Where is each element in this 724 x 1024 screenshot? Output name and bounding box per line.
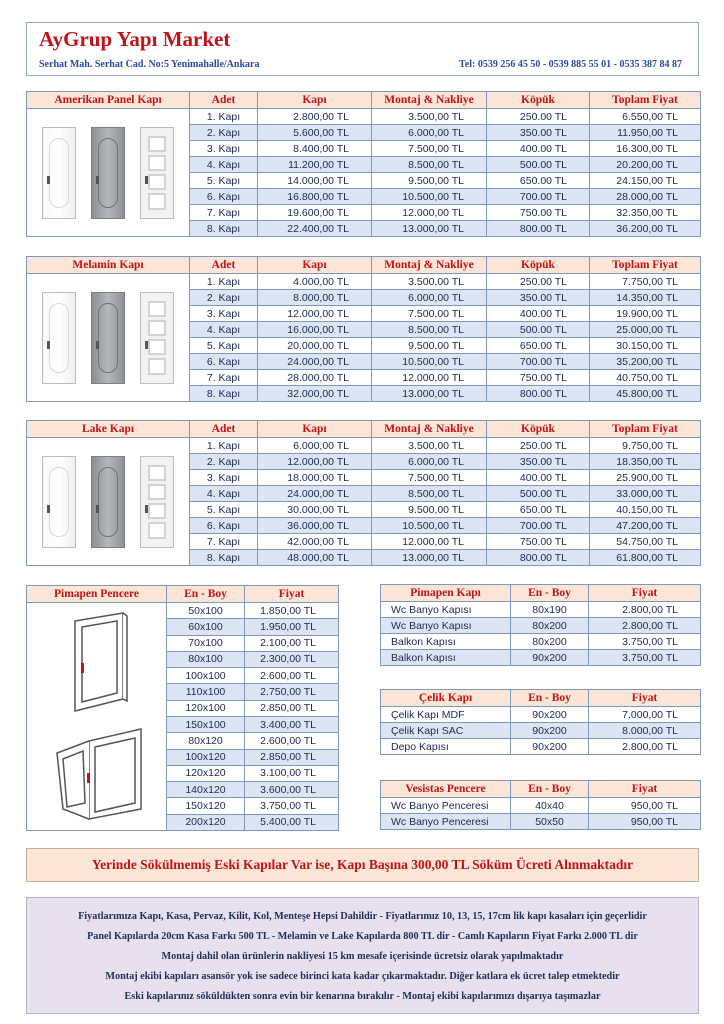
table-cell: 30.000,00 TL [258,502,372,518]
table-cell: 36.000,00 TL [258,518,372,534]
table-cell: 18.350,00 TL [590,454,701,470]
side-price-table [380,689,701,755]
table-row [27,603,339,619]
table-cell: Wc Banyo Penceresi [381,798,511,814]
table-cell: 120x120 [167,765,245,781]
table-row [381,602,701,618]
column-header: En - Boy [511,585,589,602]
table-cell: 8.500,00 TL [372,322,487,338]
window-price-table [26,585,339,831]
table-cell: 500.00 TL [487,486,590,502]
table-cell: 40.150,00 TL [590,502,701,518]
column-header: Kapı [258,92,372,109]
table-cell: 250.00 TL [487,274,590,290]
table-cell: 80x120 [167,733,245,749]
table-cell: 3. Kapı [190,470,258,486]
table-cell: 250.00 TL [487,109,590,125]
table-cell: 8. Kapı [190,386,258,402]
door-type-title: Melamin Kapı [27,257,190,274]
table-cell: 8.500,00 TL [372,486,487,502]
table-cell: 32.350,00 TL [590,205,701,221]
column-header: En - Boy [167,586,245,603]
table-cell: 80x100 [167,651,245,667]
table-cell: 1.850,00 TL [245,603,339,619]
phone-numbers: Tel: 0539 256 45 50 - 0539 885 55 01 - 0535 387 84 87 [459,59,682,70]
table-header-row [27,92,701,109]
table-cell: 800.00 TL [487,386,590,402]
table-cell: 13.000,00 TL [372,550,487,566]
table-cell: 12.000,00 TL [258,454,372,470]
table-cell: 250.00 TL [487,438,590,454]
column-header: Adet [190,421,258,438]
table-cell: 8.400,00 TL [258,141,372,157]
door-price-table [26,420,701,566]
table-cell: 3.500,00 TL [372,438,487,454]
glass-pane [148,465,166,481]
table-cell: 800.00 TL [487,550,590,566]
product-type-title: Pimapen Kapı [381,585,511,602]
table-cell: 1. Kapı [190,438,258,454]
table-cell: 2.300,00 TL [245,651,339,667]
column-header: Montaj & Nakliye [372,257,487,274]
table-cell: 400.00 TL [487,306,590,322]
table-cell: 90x200 [511,739,589,755]
table-cell: 40.750,00 TL [590,370,701,386]
table-row [27,274,701,290]
table-header-row [381,690,701,707]
table-cell: 8. Kapı [190,550,258,566]
column-header: Köpük [487,92,590,109]
table-cell: 3.750,00 TL [589,650,701,666]
table-cell: 22.400,00 TL [258,221,372,237]
column-header: Köpük [487,257,590,274]
table-cell: 2.600,00 TL [245,668,339,684]
table-cell: 1. Kapı [190,274,258,290]
table-cell: 350.00 TL [487,290,590,306]
table-cell: 2. Kapı [190,125,258,141]
column-header: Montaj & Nakliye [372,421,487,438]
table-cell: 12.000,00 TL [372,370,487,386]
table-cell: 42.000,00 TL [258,534,372,550]
table-cell: 30.150,00 TL [590,338,701,354]
table-row [381,723,701,739]
glass-pane [148,136,166,152]
table-cell: 140x120 [167,782,245,798]
table-cell: 6.550,00 TL [590,109,701,125]
door-price-table [26,256,701,402]
table-cell: 4. Kapı [190,322,258,338]
door-panel [98,303,118,373]
table-cell: 1.950,00 TL [245,619,339,635]
column-header: Fiyat [589,690,701,707]
table-cell: 13.000,00 TL [372,386,487,402]
table-cell: 200x120 [167,814,245,830]
glass-door-image [140,127,174,219]
table-cell: 8. Kapı [190,221,258,237]
table-cell: 50x50 [511,814,589,830]
door-handle-icon [145,176,148,184]
column-header: Fiyat [589,781,701,798]
side-price-table [380,780,701,830]
table-cell: 8.000,00 TL [258,290,372,306]
door-handle-icon [47,341,50,349]
table-cell: 5.400,00 TL [245,814,339,830]
table-cell: 750.00 TL [487,534,590,550]
table-cell: 1. Kapı [190,109,258,125]
side-price-table [380,584,701,666]
table-cell: 5. Kapı [190,502,258,518]
column-header: Montaj & Nakliye [372,92,487,109]
glass-pane [148,193,166,209]
table-cell: 150x120 [167,798,245,814]
table-cell: 12.000,00 TL [372,534,487,550]
table-cell: 14.350,00 TL [590,290,701,306]
table-cell: 120x100 [167,700,245,716]
glass-panes [148,136,166,210]
table-cell: 100x120 [167,749,245,765]
column-header: Fiyat [245,586,339,603]
table-cell: Çelik Kapı SAC [381,723,511,739]
table-cell: 500.00 TL [487,157,590,173]
table-cell: 19.900,00 TL [590,306,701,322]
table-cell: 9.750,00 TL [590,438,701,454]
table-cell: 100x100 [167,668,245,684]
table-cell: 70x100 [167,635,245,651]
table-cell: Wc Banyo Kapısı [381,618,511,634]
table-cell: 6. Kapı [190,518,258,534]
column-header: Kapı [258,421,372,438]
glass-door-image [140,456,174,548]
table-cell: 24.000,00 TL [258,354,372,370]
table-cell: 20.200,00 TL [590,157,701,173]
info-line: Panel Kapılarda 20cm Kasa Farkı 500 TL - Melamin ve Lake Kapılarda 800 TL dir - Camlı Kapıların Fiyat Farkı 2.000 TL dir [87,931,638,942]
door-illustrations [27,292,189,384]
table-cell: 32.000,00 TL [258,386,372,402]
column-header: Toplam Fiyat [590,92,701,109]
table-cell: 2.600,00 TL [245,733,339,749]
table-cell: 3.100,00 TL [245,765,339,781]
white-door-image [42,456,76,548]
table-cell: 750.00 TL [487,370,590,386]
door-handle-icon [47,176,50,184]
table-cell: Balkon Kapısı [381,650,511,666]
table-cell: 700.00 TL [487,518,590,534]
table-cell: 7.750,00 TL [590,274,701,290]
table-cell: 9.500,00 TL [372,173,487,189]
table-cell: 700.00 TL [487,189,590,205]
table-row [27,109,701,125]
table-row [381,707,701,723]
door-panel [49,467,69,537]
table-cell: 18.000,00 TL [258,470,372,486]
table-cell: 2.800,00 TL [589,618,701,634]
table-cell: 6. Kapı [190,189,258,205]
table-row [381,618,701,634]
table-cell: 6.000,00 TL [372,125,487,141]
door-price-table [26,91,701,237]
table-cell: 7. Kapı [190,534,258,550]
table-header-row [27,421,701,438]
table-cell: 80x200 [511,618,589,634]
table-cell: 2.800,00 TL [258,109,372,125]
table-cell: 3. Kapı [190,306,258,322]
table-cell: 500.00 TL [487,322,590,338]
table-cell: 800.00 TL [487,221,590,237]
table-cell: 45.800,00 TL [590,386,701,402]
table-cell: 6.000,00 TL [372,454,487,470]
table-cell: 47.200,00 TL [590,518,701,534]
table-cell: 2. Kapı [190,290,258,306]
glass-pane [148,484,166,500]
table-cell: 3.400,00 TL [245,716,339,732]
window-picture-cell [27,603,167,831]
table-cell: 110x100 [167,684,245,700]
table-cell: 14.000,00 TL [258,173,372,189]
table-cell: 24.000,00 TL [258,486,372,502]
table-cell: 3.500,00 TL [372,109,487,125]
table-cell: 7.500,00 TL [372,141,487,157]
glass-pane [148,320,166,336]
table-row [27,438,701,454]
door-handle-icon [47,505,50,513]
table-cell: 7.500,00 TL [372,306,487,322]
table-cell: 16.800,00 TL [258,189,372,205]
table-cell: 350.00 TL [487,125,590,141]
glass-pane [148,522,166,538]
table-cell: 2.850,00 TL [245,700,339,716]
door-panel [49,138,69,208]
column-header: Adet [190,257,258,274]
table-cell: 28.000,00 TL [258,370,372,386]
table-cell: 350.00 TL [487,454,590,470]
table-cell: Çelik Kapı MDF [381,707,511,723]
column-header: En - Boy [511,690,589,707]
table-cell: 7. Kapı [190,205,258,221]
table-cell: 7.000,00 TL [589,707,701,723]
table-cell: 60x100 [167,619,245,635]
column-header: Köpük [487,421,590,438]
header-box [26,22,699,76]
white-door-image [42,127,76,219]
glass-pane [148,301,166,317]
table-cell: 150x100 [167,716,245,732]
column-header: Adet [190,92,258,109]
info-box [26,897,699,1014]
table-cell: 12.000,00 TL [258,306,372,322]
white-door-image [42,292,76,384]
door-type-title: Lake Kapı [27,421,190,438]
window-type-title: Pimapen Pencere [27,586,167,603]
table-cell: 950,00 TL [589,814,701,830]
glass-pane [148,174,166,190]
table-cell: 10.500,00 TL [372,518,487,534]
door-type-title: Amerikan Panel Kapı [27,92,190,109]
table-cell: 24.150,00 TL [590,173,701,189]
table-cell: 2.800,00 TL [589,602,701,618]
table-cell: 28.000,00 TL [590,189,701,205]
table-cell: 3. Kapı [190,141,258,157]
store-address: Serhat Mah. Serhat Cad. No:5 Yenimahalle/Ankara [39,59,260,70]
table-cell: 36.200,00 TL [590,221,701,237]
table-cell: 2.850,00 TL [245,749,339,765]
table-cell: 10.500,00 TL [372,189,487,205]
table-cell: Wc Banyo Penceresi [381,814,511,830]
grey-door-image [91,292,125,384]
table-header-row [27,257,701,274]
door-illustrations [27,456,189,548]
table-header-row [381,585,701,602]
info-line: Eski kapılarınız söküldükten sonra evin bir kenarına bırakılır - Montaj ekibi kapılarımızı dışarıya taşımazlar [124,991,601,1002]
table-cell: 950,00 TL [589,798,701,814]
door-panel [49,303,69,373]
table-cell: 12.000,00 TL [372,205,487,221]
table-cell: 11.950,00 TL [590,125,701,141]
grey-door-image [91,127,125,219]
table-cell: 9.500,00 TL [372,338,487,354]
table-cell: 10.500,00 TL [372,354,487,370]
door-illustrations [27,127,189,219]
table-cell: Wc Banyo Kapısı [381,602,511,618]
table-cell: 2.750,00 TL [245,684,339,700]
table-cell: 750.00 TL [487,205,590,221]
grey-door-image [91,456,125,548]
door-handle-icon [96,176,99,184]
glass-pane [148,503,166,519]
table-cell: 650.00 TL [487,173,590,189]
info-line: Fiyatlarımıza Kapı, Kasa, Pervaz, Kilit, Kol, Menteşe Hepsi Dahildir - Fiyatlarımız 10, 13, 15, 17cm lik kapı kasaları için geçerlidir [78,911,647,922]
table-cell: 9.500,00 TL [372,502,487,518]
table-row [381,634,701,650]
table-cell: 6. Kapı [190,354,258,370]
open-window-icon [57,729,141,819]
door-handle-icon [96,505,99,513]
table-cell: 90x200 [511,723,589,739]
product-type-title: Çelik Kapı [381,690,511,707]
table-cell: 400.00 TL [487,470,590,486]
door-handle-icon [145,341,148,349]
table-cell: 8.000,00 TL [589,723,701,739]
table-cell: 5.600,00 TL [258,125,372,141]
glass-panes [148,301,166,375]
table-cell: 13.000,00 TL [372,221,487,237]
table-cell: 5. Kapı [190,173,258,189]
table-cell: 3.600,00 TL [245,782,339,798]
table-cell: 48.000,00 TL [258,550,372,566]
door-picture-cell [27,274,190,402]
table-cell: 8.500,00 TL [372,157,487,173]
table-cell: 4. Kapı [190,486,258,502]
table-cell: 650.00 TL [487,338,590,354]
table-cell: 16.000,00 TL [258,322,372,338]
table-cell: 5. Kapı [190,338,258,354]
window-illustration [27,603,165,827]
table-cell: 80x190 [511,602,589,618]
table-cell: 11.200,00 TL [258,157,372,173]
removal-fee-notice: Yerinde Sökülmemiş Eski Kapılar Var ise, Kapı Başına 300,00 TL Söküm Ücreti Alınmaktadır [26,848,699,882]
table-row [381,650,701,666]
glass-door-image [140,292,174,384]
door-handle-icon [145,505,148,513]
table-cell: 2. Kapı [190,454,258,470]
table-cell: 50x100 [167,603,245,619]
table-cell: Depo Kapısı [381,739,511,755]
table-cell: 700.00 TL [487,354,590,370]
table-cell: 3.500,00 TL [372,274,487,290]
column-header: Toplam Fiyat [590,421,701,438]
glass-pane [148,155,166,171]
column-header: En - Boy [511,781,589,798]
table-row [381,798,701,814]
table-cell: 61.800,00 TL [590,550,701,566]
door-handle-icon [96,341,99,349]
door-panel [98,138,118,208]
table-cell: 7.500,00 TL [372,470,487,486]
column-header: Toplam Fiyat [590,257,701,274]
table-cell: 400.00 TL [487,141,590,157]
table-cell: 7. Kapı [190,370,258,386]
table-cell: 35.200,00 TL [590,354,701,370]
table-cell: 80x200 [511,634,589,650]
product-type-title: Vesistas Pencere [381,781,511,798]
table-cell: 4.000,00 TL [258,274,372,290]
column-header: Kapı [258,257,372,274]
table-row [381,739,701,755]
glass-pane [148,358,166,374]
table-cell: 25.000,00 TL [590,322,701,338]
table-cell: 16.300,00 TL [590,141,701,157]
info-line: Montaj ekibi kapıları asansör yok ise sadece birinci kata kadar çıkarmaktadır. Diğer katlara ek ücret talep etmektedir [105,971,620,982]
table-header-row [27,586,339,603]
fixed-window-icon [75,613,127,711]
glass-panes [148,465,166,539]
table-cell: 2.800,00 TL [589,739,701,755]
door-panel [98,467,118,537]
column-header: Fiyat [589,585,701,602]
table-cell: 3.750,00 TL [245,798,339,814]
brand-title: AyGrup Yapı Market [39,27,231,51]
table-cell: 33.000,00 TL [590,486,701,502]
info-line: Montaj dahil olan ürünlerin nakliyesi 15 km mesafe içerisinde ücretsiz olarak yapılmaktadır [161,951,564,962]
table-header-row [381,781,701,798]
glass-pane [148,339,166,355]
table-cell: 6.000,00 TL [258,438,372,454]
table-cell: 6.000,00 TL [372,290,487,306]
table-row [381,814,701,830]
table-cell: Balkon Kapısı [381,634,511,650]
table-cell: 90x200 [511,650,589,666]
table-cell: 3.750,00 TL [589,634,701,650]
table-cell: 4. Kapı [190,157,258,173]
table-cell: 40x40 [511,798,589,814]
table-cell: 2.100,00 TL [245,635,339,651]
table-cell: 19.600,00 TL [258,205,372,221]
table-cell: 54.750,00 TL [590,534,701,550]
table-cell: 650.00 TL [487,502,590,518]
table-cell: 20.000,00 TL [258,338,372,354]
table-cell: 25.900,00 TL [590,470,701,486]
door-picture-cell [27,438,190,566]
table-cell: 90x200 [511,707,589,723]
door-picture-cell [27,109,190,237]
